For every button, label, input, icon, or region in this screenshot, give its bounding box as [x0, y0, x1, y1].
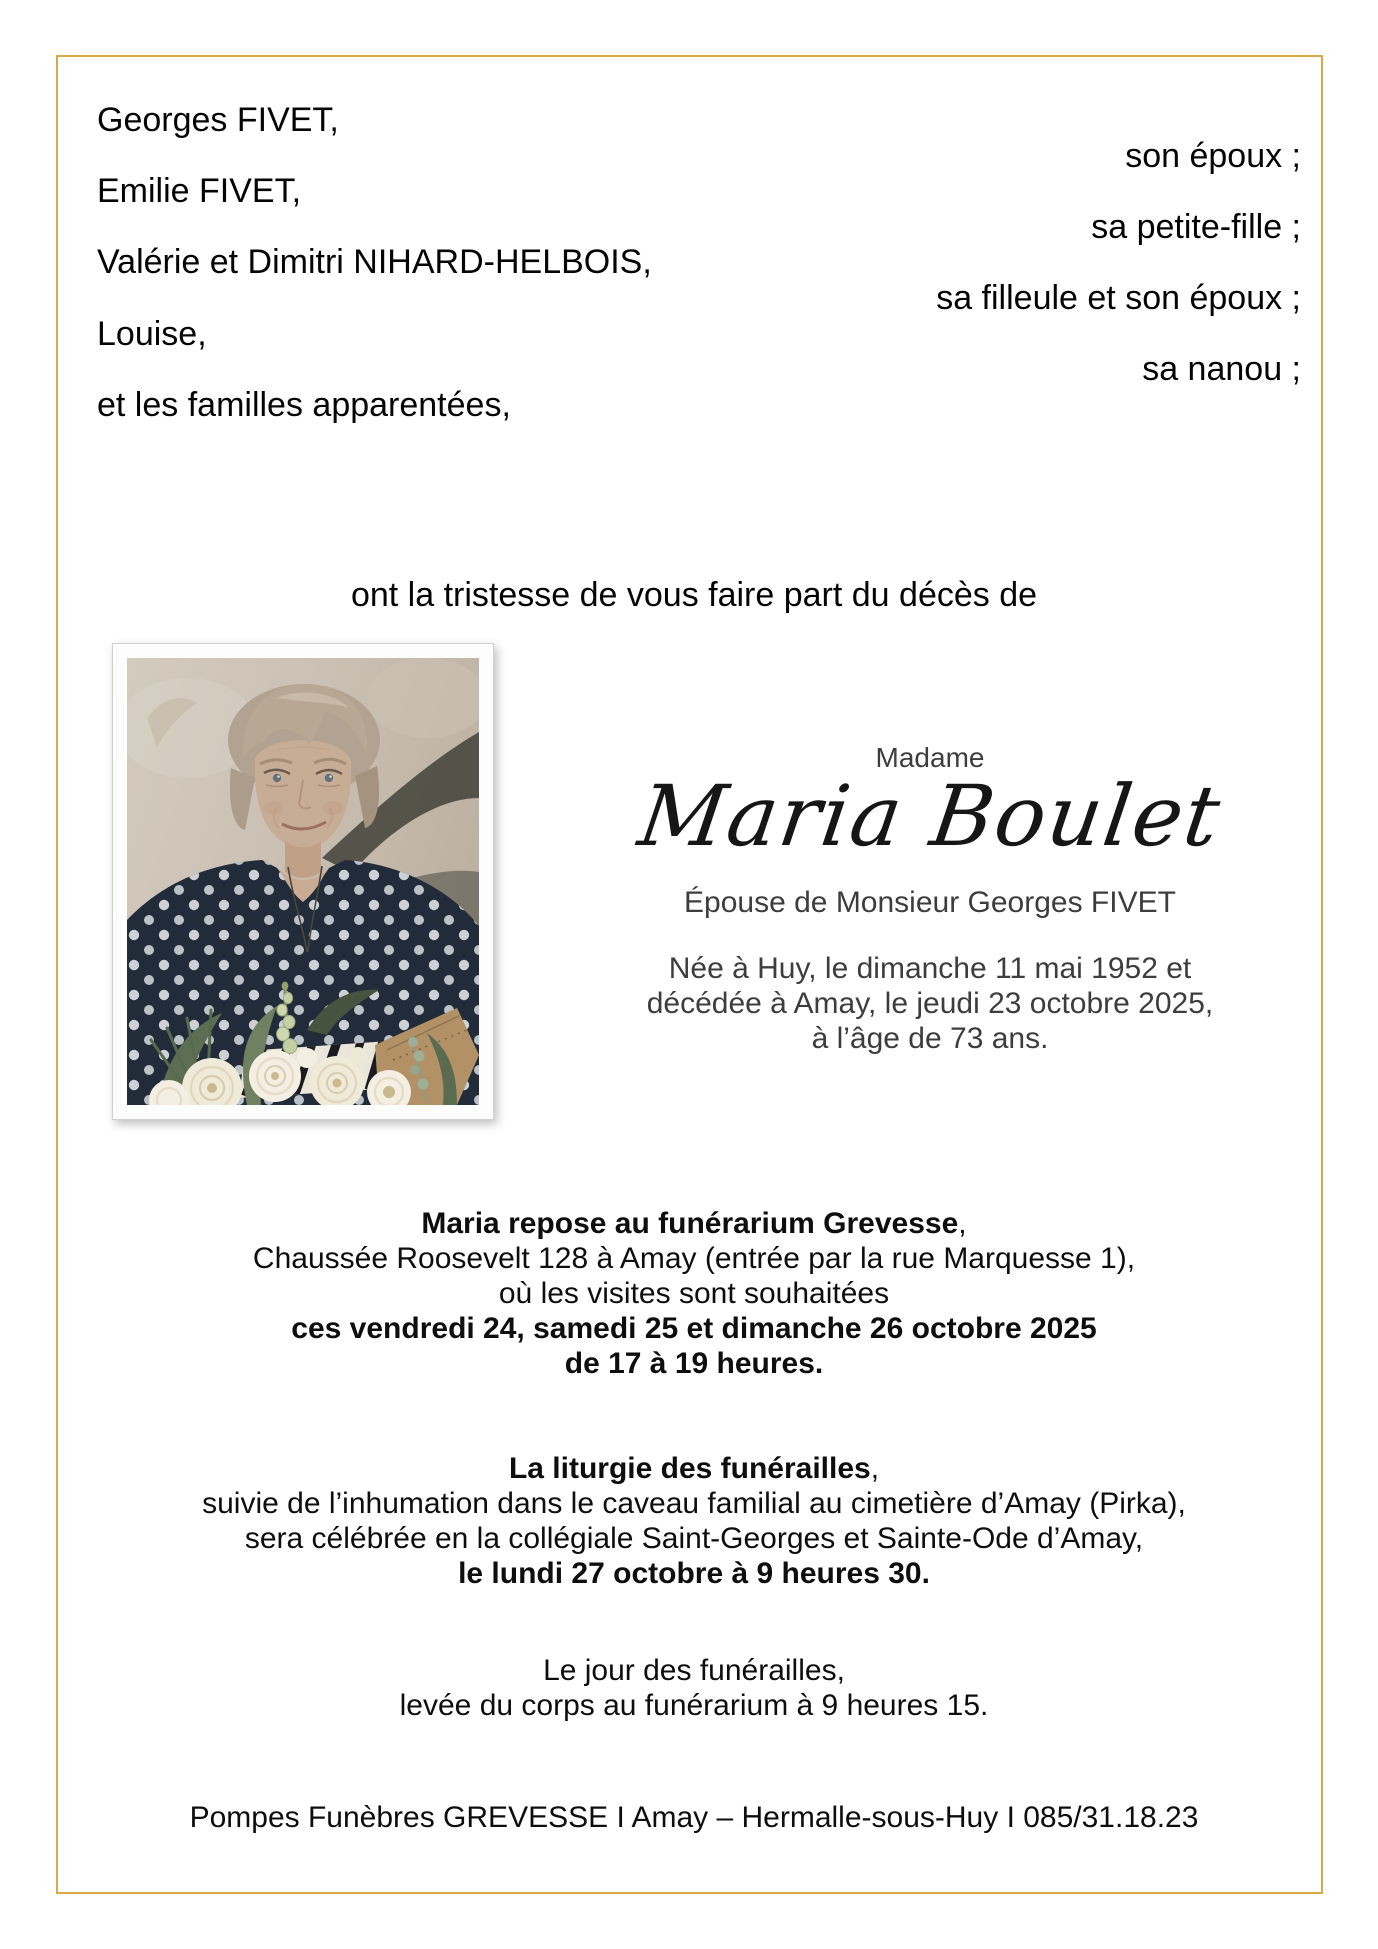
deceased-name — [537, 767, 1323, 865]
notice-line: Le jour des funérailles, — [543, 1654, 845, 1687]
birth-line: Née à Huy, le dimanche 11 mai 1952 et — [668, 952, 1192, 985]
notice-paragraph — [60, 1451, 1328, 1591]
notice-line: ces vendredi 24, samedi 25 et dimanche 26 octobre 2025 — [291, 1312, 1097, 1345]
family-line: sa petite-fille ; — [1091, 207, 1301, 246]
deceased-title: Madame — [875, 742, 985, 773]
birth-line: à l’âge de 73 ans. — [811, 1022, 1049, 1055]
family-line: Emilie FIVET, — [97, 172, 302, 211]
family-line: et les familles apparentées, — [97, 385, 511, 424]
notice-line: levée du corps au funérarium à 9 heures 15. — [399, 1689, 989, 1722]
birth-details — [537, 951, 1323, 1056]
notice-line: La liturgie des funérailles, — [508, 1452, 880, 1485]
family-lines — [97, 103, 1301, 423]
birth-line: décédée à Amay, le jeudi 23 octobre 2025, — [646, 987, 1214, 1020]
family-line: sa nanou ; — [1142, 350, 1301, 389]
notice-line: de 17 à 19 heures. — [564, 1347, 824, 1380]
deceased-name-text: Maria Boulet — [632, 767, 1228, 865]
notice-line: Chaussée Roosevelt 128 à Amay (entrée par la rue Marquesse 1), — [252, 1242, 1136, 1275]
family-line: Louise, — [97, 314, 207, 353]
family-line: Valérie et Dimitri NIHARD-HELBOIS, — [97, 243, 652, 282]
notice-line: Maria repose au funérarium Grevesse, — [421, 1207, 967, 1240]
intro-line: ont la tristesse de vous faire part du décès de — [350, 576, 1038, 614]
notice-paragraph — [60, 1206, 1328, 1381]
portrait-photo — [112, 643, 494, 1120]
family-line: son époux ; — [1125, 136, 1301, 175]
portrait-photo-illustration — [127, 658, 479, 1105]
family-line: Georges FIVET, — [97, 101, 339, 139]
funeral-home-footer: Pompes Funèbres GREVESSE I Amay – Hermalle-sous-Huy I 085/31.18.23 — [189, 1801, 1199, 1834]
notice-line: suivie de l’inhumation dans le caveau familial au cimetière d’Amay (Pirka), — [202, 1487, 1186, 1520]
notice-line: le lundi 27 octobre à 9 heures 30. — [458, 1557, 930, 1590]
notice-line: sera célébrée en la collégiale Saint-Georges et Sainte-Ode d’Amay, — [244, 1522, 1144, 1555]
family-line: sa filleule et son époux ; — [936, 278, 1301, 317]
spouse-line: Épouse de Monsieur Georges FIVET — [684, 886, 1176, 919]
notice-paragraph — [60, 1653, 1328, 1723]
notice-line: où les visites sont souhaitées — [498, 1277, 890, 1310]
